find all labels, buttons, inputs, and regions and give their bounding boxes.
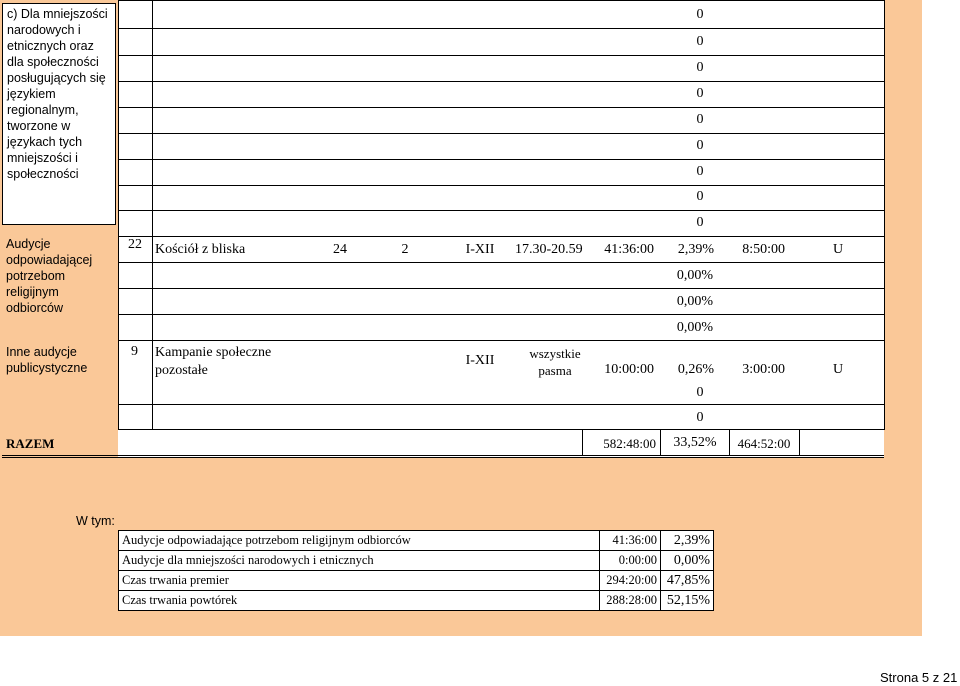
summary-time: 41:36:00 [600, 531, 661, 551]
premiere-time: 3:00:00 [742, 362, 785, 377]
grid-line [2, 455, 884, 456]
razem-percent: 33,52% [673, 435, 717, 450]
summary-label: Czas trwania powtórek [119, 591, 600, 611]
w-tym-table [118, 530, 714, 611]
summary-percent: 52,15% [661, 591, 714, 611]
table-cell: 0,00% [676, 268, 714, 283]
w-tym-label: W tym: [76, 514, 115, 528]
table-cell: 0,00% [676, 320, 714, 335]
grid-line [118, 236, 884, 237]
summary-label: Audycje odpowiadające potrzebom religijnym odbiorców [119, 531, 600, 551]
table-row [119, 591, 714, 611]
razem-total: 582:48:00 [603, 436, 656, 451]
section-label-religious: Audycje odpowiadającej potrzebom religijnym odbiorców [6, 237, 93, 315]
summary-label: Czas trwania premier [119, 571, 600, 591]
table-cell: 0 [696, 215, 704, 230]
percent-share: 2,39% [677, 242, 714, 257]
grid-line [118, 314, 884, 315]
summary-percent: 2,39% [661, 531, 714, 551]
months-range: I-XII [465, 242, 495, 257]
grid-line [118, 404, 884, 405]
grid-line [118, 262, 884, 263]
grid-line [118, 210, 884, 211]
grid-line [152, 0, 153, 430]
table-row [119, 551, 714, 571]
table-cell: 0 [696, 385, 704, 400]
grid-line [118, 133, 884, 134]
table-row [119, 571, 714, 591]
grid-line [118, 0, 884, 1]
grid-line [118, 55, 884, 56]
grid-line [118, 340, 884, 341]
percent-share: 0,26% [677, 362, 714, 377]
grid-line [2, 457, 884, 458]
grid-line [729, 430, 730, 455]
section-label-minorities: c) Dla mniejszości narodowych i etnicznych oraz dla społeczności posługujących się językiem regionalnym, tworzone w językach tych mniejszości i społeczności [2, 3, 116, 225]
broadcast-hours: wszystkie pasma [529, 346, 581, 378]
table-cell: 0,00% [676, 294, 714, 309]
row-number: 9 [131, 344, 138, 359]
summary-time: 0:00:00 [600, 551, 661, 571]
summary-percent: 47,85% [661, 571, 714, 591]
grid-line [118, 185, 884, 186]
summary-percent: 0,00% [661, 551, 714, 571]
grid-line [118, 107, 884, 108]
grid-line [118, 159, 884, 160]
total-time: 10:00:00 [604, 362, 654, 377]
table-cell: 0 [696, 138, 704, 153]
premiere-time: 8:50:00 [742, 242, 785, 257]
background-panel-right [884, 0, 922, 458]
broadcast-hours: 17.30-20.59 [515, 242, 583, 257]
table-cell: 0 [696, 86, 704, 101]
grid-line [118, 0, 119, 430]
summary-label: Audycje dla mniejszości narodowych i etnicznych [119, 551, 600, 571]
total-time: 41:36:00 [604, 242, 654, 257]
grid-line [118, 81, 884, 82]
table-cell: 0 [696, 34, 704, 49]
flag-value: U [832, 362, 844, 377]
table-cell: 0 [696, 189, 704, 204]
grid-line [884, 0, 885, 430]
grid-line [118, 28, 884, 29]
page-number: Strona 5 z 21 [880, 670, 958, 685]
razem-premiere: 464:52:00 [737, 436, 791, 451]
section-label-other-publicist: Inne audycje publicystyczne [6, 345, 88, 375]
episodes-count: 24 [333, 242, 347, 257]
table-cell: 0 [696, 410, 704, 425]
table-cell: 0 [696, 7, 704, 22]
table-cell: 0 [696, 164, 704, 179]
row-number: 22 [128, 237, 142, 252]
flag-value: U [832, 242, 844, 257]
months-range: I-XII [465, 353, 495, 368]
program-title: Kościół z bliska [155, 242, 246, 257]
table-row [119, 531, 714, 551]
summary-time: 294:20:00 [600, 571, 661, 591]
summary-time: 288:28:00 [600, 591, 661, 611]
grid-line [660, 430, 661, 455]
table-cell: 0 [696, 112, 704, 127]
grid-line [118, 288, 884, 289]
razem-label: RAZEM [6, 436, 55, 451]
program-title: Kampanie społeczne pozostałe [155, 345, 272, 378]
count-value: 2 [401, 242, 409, 257]
table-cell: 0 [696, 60, 704, 75]
